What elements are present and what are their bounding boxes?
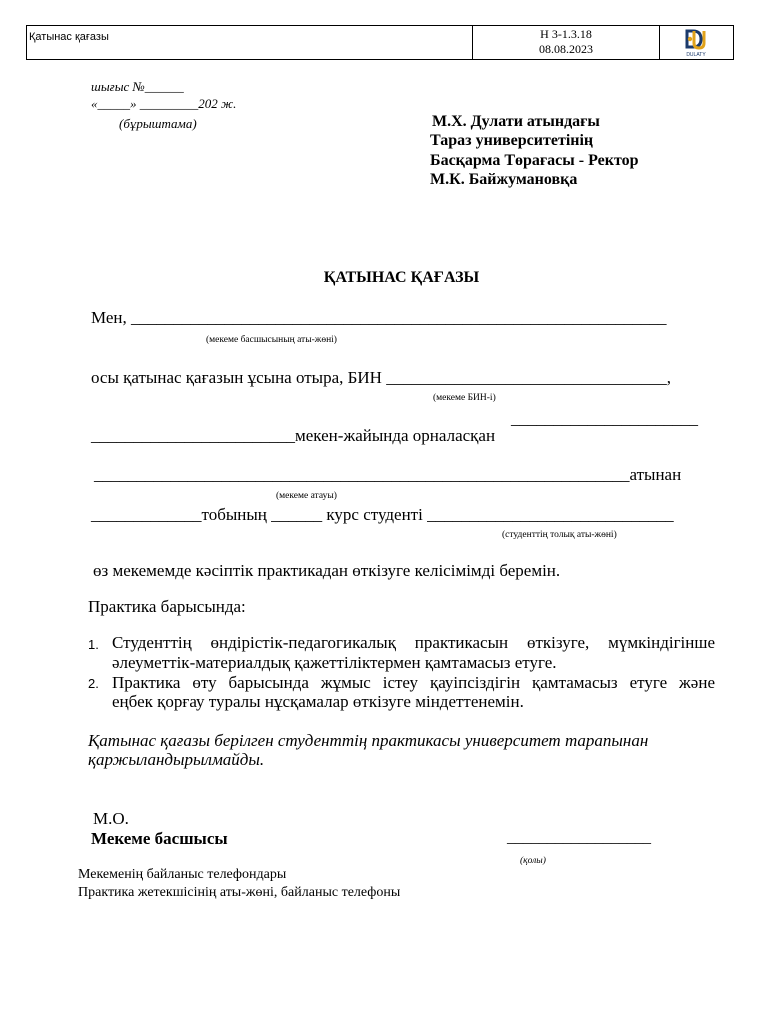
during-practice-heading: Практика барысында: xyxy=(88,597,246,616)
addressee-line-3: Басқарма Төрағасы - Ректор xyxy=(430,152,639,169)
university-logo xyxy=(660,26,733,59)
header-doc-code-cell xyxy=(473,26,660,59)
funding-note-line-1: Қатынас қағазы берілген студенттің практикасы университет тарапынан xyxy=(88,731,649,750)
body-line-3b: ________________________мекен-жайында орналасқан xyxy=(91,426,496,445)
header-doc-code: Н 3-1.3.18 xyxy=(540,27,592,41)
list-number-2: 2. xyxy=(88,676,99,691)
document-header-table xyxy=(26,25,734,60)
contacts-phones: Мекеменің байланыс телефондары xyxy=(78,867,287,882)
addressee-line-1: М.Х. Дулати атындағы xyxy=(432,113,600,130)
body-line-3a: ______________________ xyxy=(511,409,698,428)
list-item-2-line-2: еңбек қорғау туралы нұсқамалар өткізуге міндеттенемін. xyxy=(112,692,524,711)
signature-line: __________________ xyxy=(507,829,651,846)
signature-hint: (қолы) xyxy=(520,856,546,866)
hint-bin: (мекеме БИН-і) xyxy=(433,393,496,403)
body-line-5: _____________тобының ______ курс студенті _____________________________ xyxy=(91,505,674,524)
contacts-supervisor: Практика жетекшісінің аты-жөні, байланыс телефоны xyxy=(78,885,401,900)
hint-student-name: (студенттің толық аты-жөні) xyxy=(502,530,617,540)
list-item-1-line-2: әлеуметтік-материалдық қажеттіліктермен қамтамасыз етуге. xyxy=(112,653,557,672)
header-doc-date: 08.08.2023 xyxy=(539,42,593,56)
logo-lettering: DULATY xyxy=(686,52,706,58)
addressee-line-2: Тараз университетінің xyxy=(430,132,594,149)
hint-head-name: (мекеме басшысының аты-жөні) xyxy=(206,335,337,345)
list-item-1-line-1: Студенттің өндірістік-педагогикалық практикасын өткізуге, мүмкіндігінше xyxy=(112,633,715,652)
document-title: ҚАТЫНАС ҚАҒАЗЫ xyxy=(323,269,480,286)
body-line-2: осы қатынас қағазын ұсына отыра, БИН _________________________________, xyxy=(91,368,671,387)
header-doc-title: Қатынас қағазы xyxy=(27,26,473,59)
outgoing-number: шығыс №______ xyxy=(91,79,184,94)
list-number-1: 1. xyxy=(88,637,99,652)
dulaty-logo-icon xyxy=(660,26,733,59)
hint-org-name: (мекеме атауы) xyxy=(276,491,337,501)
stamp-note: (бұрыштама) xyxy=(119,116,197,131)
outgoing-date: «_____» _________202 ж. xyxy=(91,96,237,111)
list-item-2-line-1: Практика өту барысында жұмыс істеу қауіпсіздігін қамтамасыз етуге және xyxy=(112,673,715,692)
head-of-organization-label: Мекеме басшысы xyxy=(91,829,228,848)
addressee-line-4: М.К. Байжумановқа xyxy=(430,171,578,188)
body-line-4: _______________________________________________________________атынан xyxy=(94,465,682,484)
consent-statement: өз мекемемде кәсіптік практикадан өткізуге келісімімді беремін. xyxy=(93,561,561,580)
seal-label: М.О. xyxy=(93,809,129,828)
funding-note-line-2: қаржыландырылмайды. xyxy=(88,750,265,769)
body-line-1: Мен, _______________________________________________________________ xyxy=(91,308,667,327)
